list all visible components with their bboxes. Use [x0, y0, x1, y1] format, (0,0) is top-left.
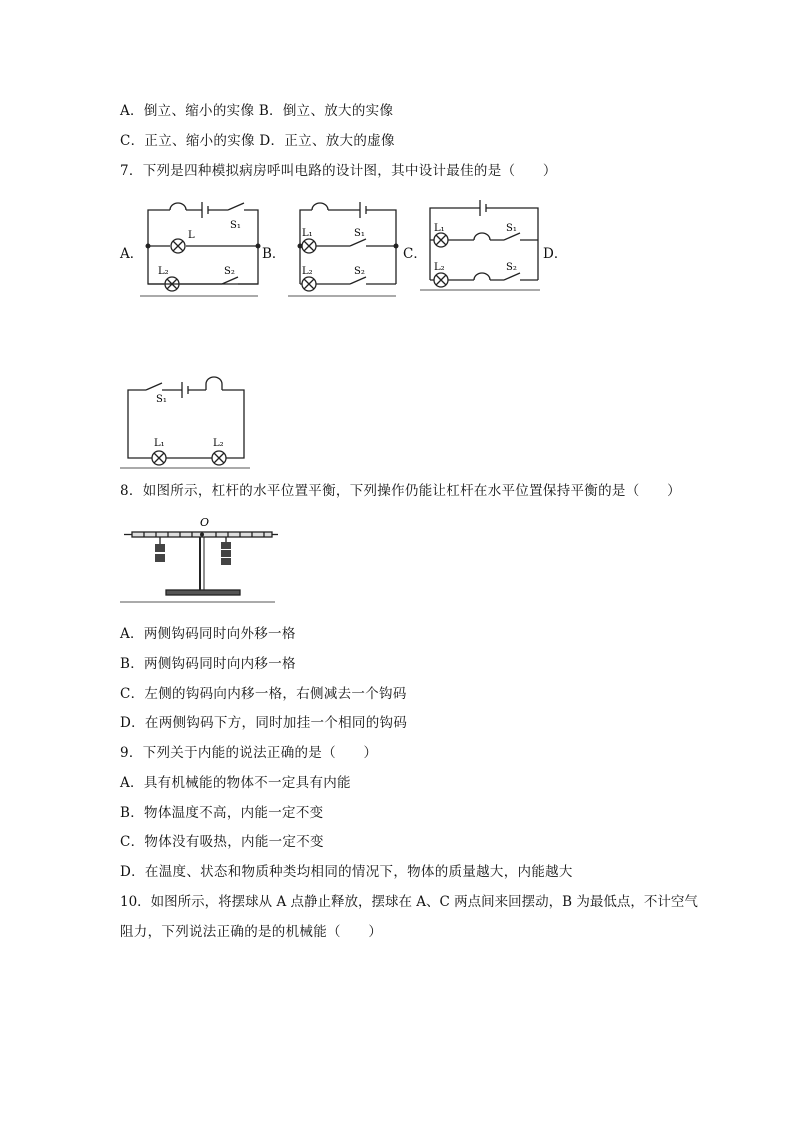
circuit-a-diagram	[140, 198, 265, 300]
circuit-b-s1-label: S₁	[354, 228, 365, 239]
circuit-a-l2-label: L₂	[158, 266, 169, 277]
circuit-c-s1-label: S₁	[506, 223, 517, 234]
q9-option-b: B．物体温度不高，内能一定不变	[120, 805, 324, 821]
q7-label-c: C．	[403, 246, 427, 262]
q10-stem-line1: 10．如图所示，将摆球从 A 点静止释放，摆球在 A、C 两点间来回摆动，B 为最低点，不计空气	[120, 894, 698, 910]
q8-option-c: C．左侧的钩码向内移一格，右侧减去一个钩码	[120, 686, 407, 702]
q9-option-c: C．物体没有吸热，内能一定不变	[120, 834, 324, 850]
circuit-b-l2-label: L₂	[302, 266, 313, 277]
circuit-a-l-label: L	[188, 230, 195, 241]
circuit-d-diagram	[120, 372, 255, 470]
circuit-c-s2-label: S₂	[506, 262, 517, 273]
q7-stem: 7．下列是四种模拟病房呼叫电路的设计图，其中设计最佳的是（ ）	[120, 163, 557, 179]
circuit-b-diagram	[288, 198, 403, 300]
lever-diagram	[120, 512, 280, 606]
circuit-a-s2-label: S₂	[224, 266, 235, 277]
lever-pivot-label: O	[200, 516, 210, 529]
circuit-d-l1-label: L₁	[154, 438, 165, 449]
q8-option-a: A．两侧钩码同时向外移一格	[120, 626, 296, 642]
q7-label-a: A．	[120, 246, 144, 262]
circuit-b-l1-label: L₁	[302, 228, 313, 239]
circuit-d-s1-label: S₁	[156, 394, 167, 405]
q7-label-b: B．	[262, 246, 286, 262]
q8-option-d: D．在两侧钩码下方，同时加挂一个相同的钩码	[120, 715, 408, 731]
q9-option-a: A．具有机械能的物体不一定具有内能	[120, 775, 351, 791]
q8-stem: 8．如图所示，杠杆的水平位置平衡，下列操作仍能让杠杆在水平位置保持平衡的是（ ）	[120, 483, 681, 499]
q6-options-cd: C．正立、缩小的实像 D．正立、放大的虚像	[120, 133, 395, 149]
circuit-a-s1-label: S₁	[230, 220, 241, 231]
q8-option-b: B．两侧钩码同时向内移一格	[120, 656, 296, 672]
q6-options-ab: A．倒立、缩小的实像 B．倒立、放大的实像	[120, 103, 394, 119]
circuit-c-l1-label: L₁	[434, 223, 445, 234]
q7-label-d: D．	[543, 246, 568, 262]
q9-option-d: D．在温度、状态和物质种类均相同的情况下，物体的质量越大，内能越大	[120, 864, 573, 880]
circuit-c-l2-label: L₂	[434, 262, 445, 273]
q10-stem-line2: 阻力，下列说法正确的是的机械能（ ）	[120, 924, 383, 940]
q9-stem: 9．下列关于内能的说法正确的是（ ）	[120, 745, 378, 761]
circuit-b-s2-label: S₂	[354, 266, 365, 277]
circuit-c-diagram	[420, 198, 545, 296]
circuit-d-l2-label: L₂	[213, 438, 224, 449]
